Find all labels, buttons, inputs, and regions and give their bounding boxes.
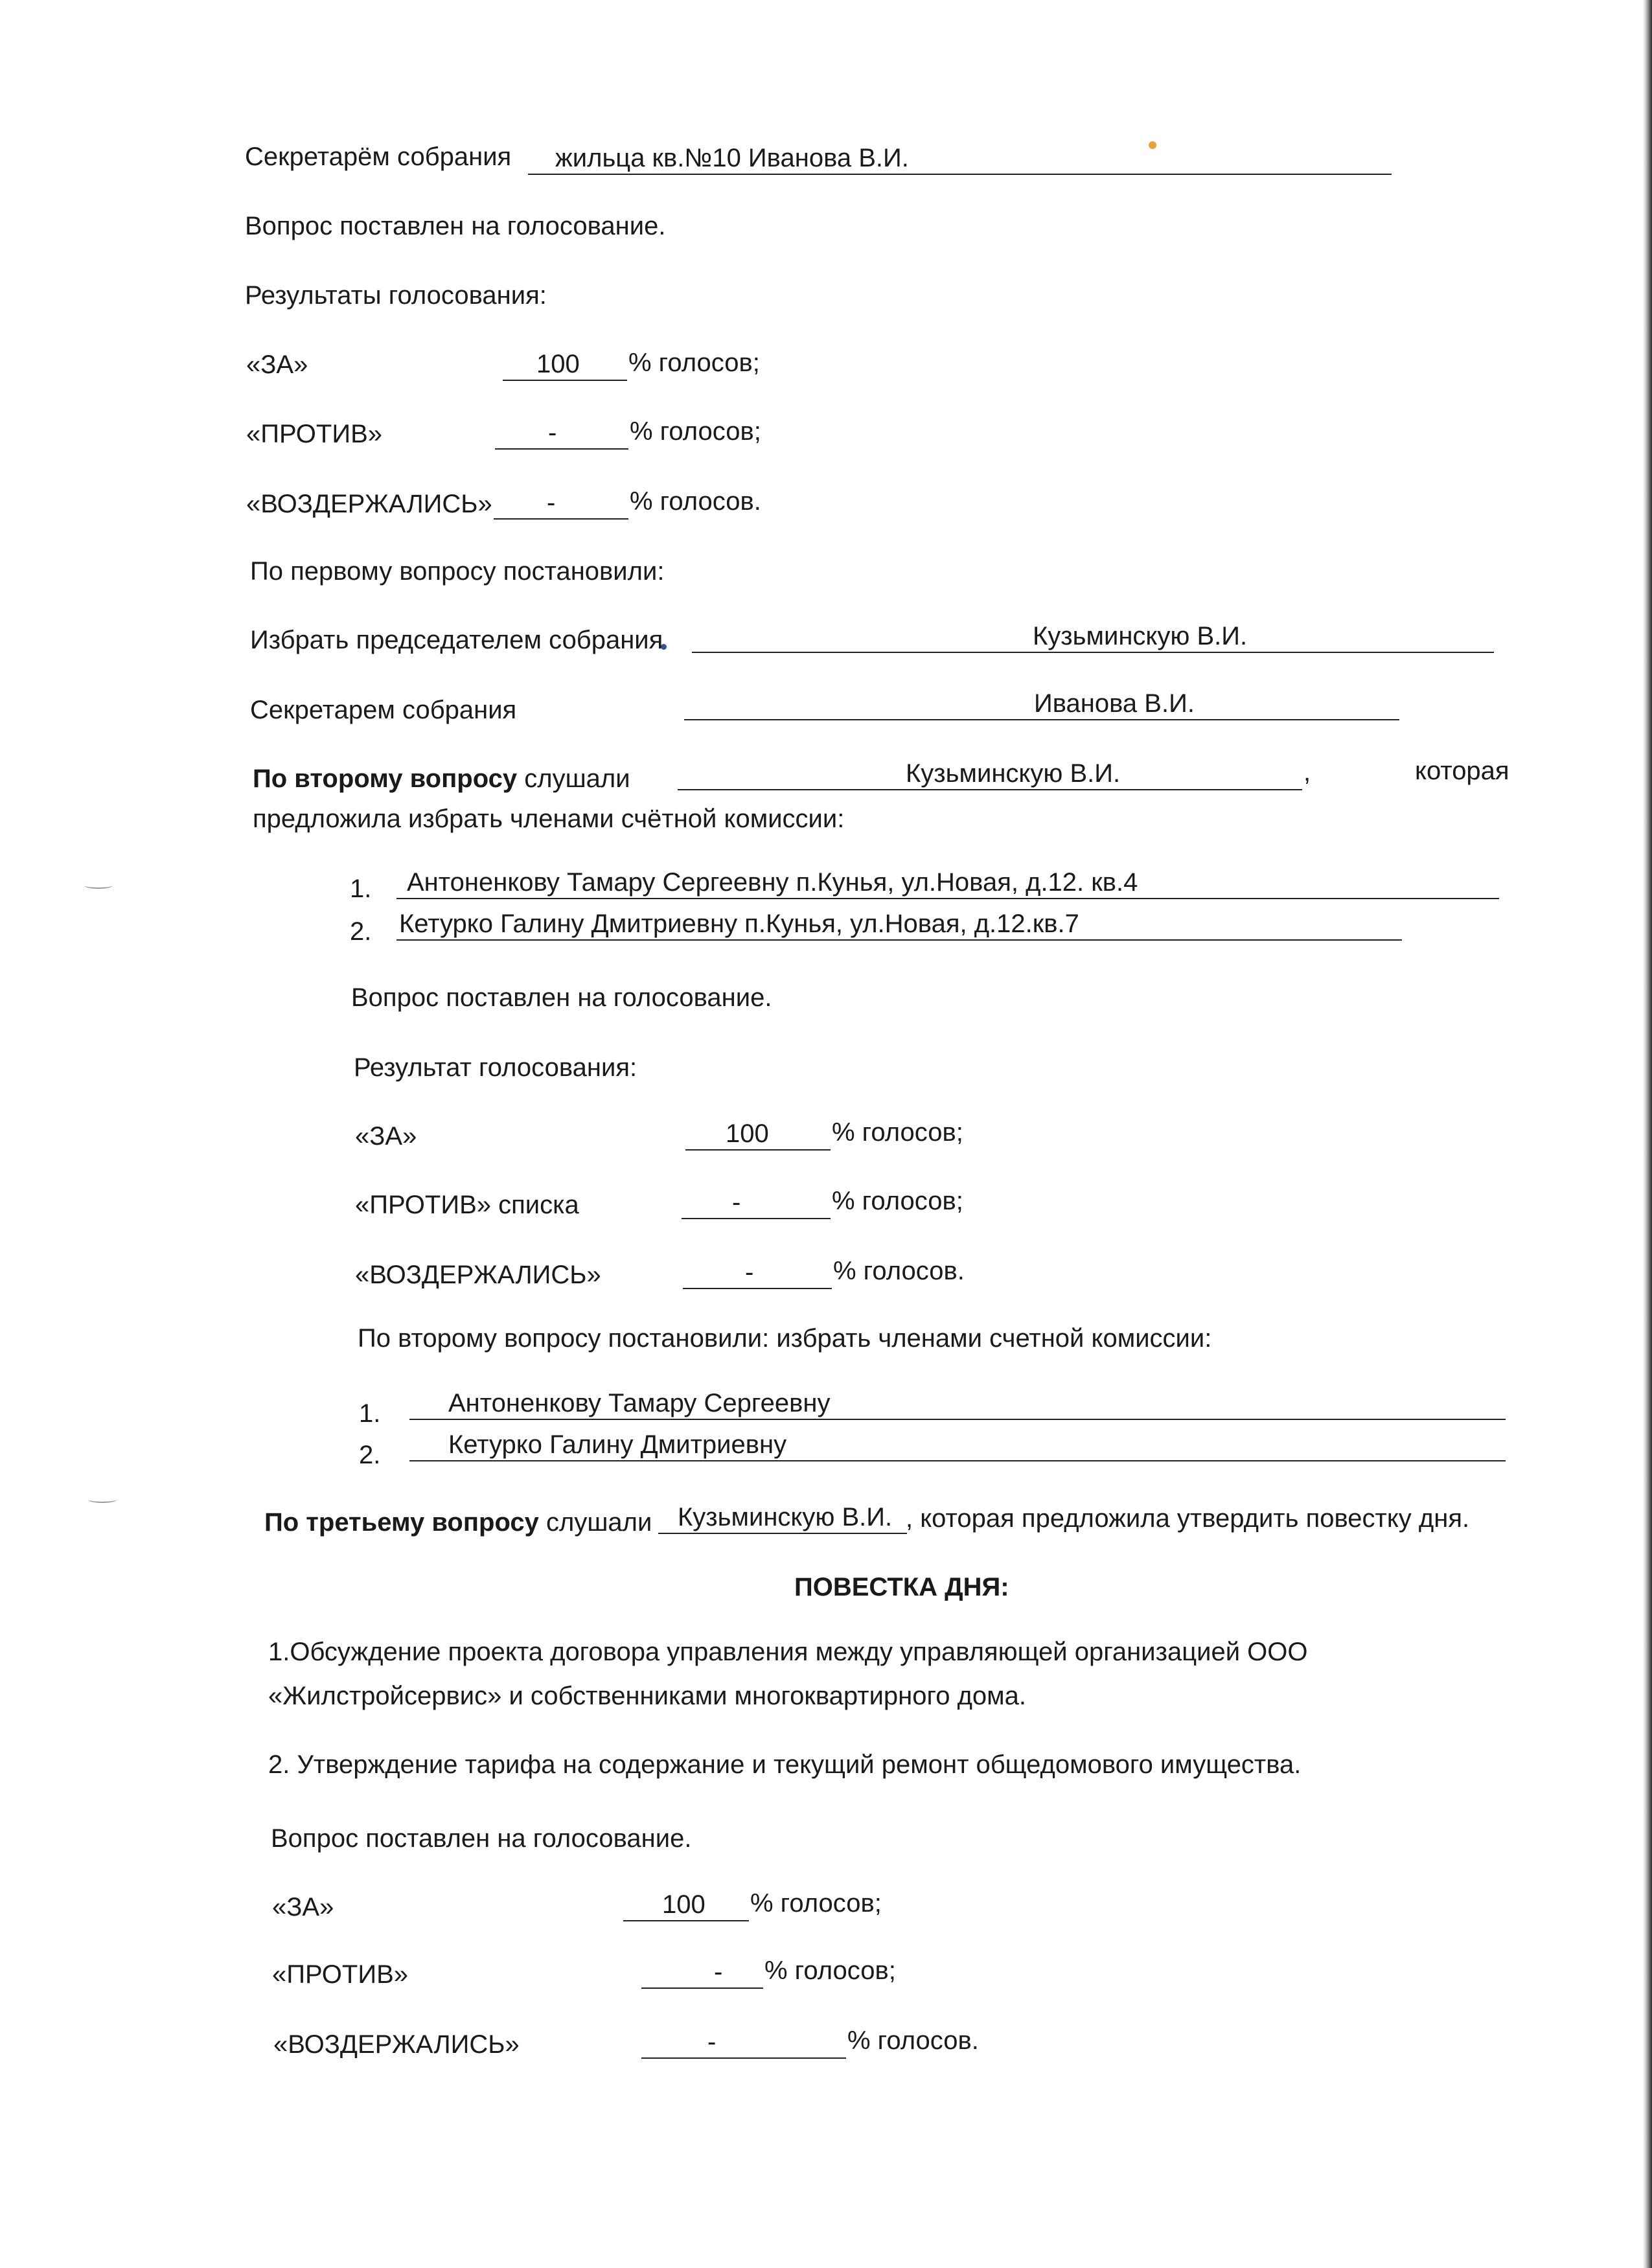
q2-member-num: 2. [359, 1441, 381, 1469]
q1-vozd-value: - [547, 488, 556, 517]
agenda-item-2: 2. Утверждение тарифа на содержание и текущий ремонт общедомового имущества. [268, 1750, 1302, 1779]
q3-protiv-field [641, 1958, 763, 1989]
scan-mark [84, 882, 113, 889]
agenda-item-1-line1: 1.Обсуждение проекта договора управления между управляющей организацией ООО [268, 1638, 1308, 1666]
q2-nominee-field [396, 867, 1499, 899]
q2-member-field [409, 1429, 1506, 1461]
q2-vozd-pct: % голосов. [833, 1257, 965, 1285]
q1-protiv-value: - [548, 418, 557, 447]
q2-nominee-text: Антоненкову Тамару Сергеевну п.Кунья, ул.Новая, д.12. кв.4 [407, 868, 1138, 897]
q1-secretary-label: Секретарем собрания [250, 696, 517, 724]
scan-mark [88, 1496, 117, 1503]
q2-which: которая [1415, 757, 1509, 785]
q2-heard [253, 766, 630, 792]
q1-secretary-value: Иванова В.И. [1034, 689, 1195, 718]
q1-chair-label: Избрать председателем собрания [250, 626, 663, 654]
q1-za-value: 100 [536, 350, 580, 378]
q2-heard-bold: По второму вопросу [253, 764, 518, 793]
q3-za-label: «ЗА» [272, 1893, 334, 1921]
q3-heard-bold: По третьему вопросу [264, 1508, 539, 1537]
q3-vozd-pct: % голосов. [847, 2026, 979, 2055]
q3-protiv-pct: % голосов; [764, 1956, 896, 1985]
q2-member-field [409, 1388, 1506, 1420]
q1-secretary-field [684, 687, 1399, 720]
q1-chair-field [692, 619, 1494, 653]
q3-proposed: , которая предложила утвердить повестку дня. [906, 1504, 1470, 1533]
q3-za-pct: % голосов; [750, 1889, 882, 1918]
q3-speaker-value: Кузьминскую В.И. [678, 1503, 893, 1531]
q3-protiv-value: - [714, 1958, 723, 1986]
q1-protiv-field [495, 418, 628, 450]
q1-put-to-vote: Вопрос поставлен на голосование. [245, 212, 666, 240]
q1-za-label: «ЗА» [246, 350, 308, 379]
q2-nominee-text: Кетурко Галину Дмитриевну п.Кунья, ул.Новая, д.12.кв.7 [399, 910, 1079, 938]
q3-za-value: 100 [662, 1890, 706, 1919]
q3-heard-text: слушали [545, 1508, 652, 1537]
secretary-field [528, 144, 1392, 175]
q2-comma: , [1303, 758, 1311, 786]
q2-protiv-value: - [732, 1188, 741, 1217]
q3-speaker-field [658, 1502, 907, 1534]
q1-vozd-label: «ВОЗДЕРЖАЛИСЬ» [246, 490, 492, 518]
q2-resolved: По второму вопросу постановили: избрать членами счетной комиссии: [358, 1324, 1212, 1353]
q1-results-label: Результаты голосования: [245, 281, 547, 310]
q3-za-field [623, 1890, 749, 1921]
q2-za-value: 100 [726, 1119, 769, 1148]
q2-member-num: 1. [359, 1399, 381, 1428]
agenda-title-text: ПОВЕСТКА ДНЯ: [794, 1573, 1009, 1601]
q2-vozd-field [683, 1258, 832, 1289]
q2-za-pct: % голосов; [832, 1118, 963, 1147]
q2-speaker-value: Кузьминскую В.И. [906, 759, 1121, 788]
q2-nominee-num: 2. [350, 917, 372, 946]
q2-za-label: «ЗА» [355, 1122, 417, 1151]
q2-member-text: Антоненкову Тамару Сергеевну [448, 1389, 831, 1417]
q1-za-field [503, 350, 627, 381]
q3-protiv-label: «ПРОТИВ» [272, 1960, 409, 1989]
agenda-item-1-line2: «Жилстройсервис» и собственниками многоквартирного дома. [268, 1682, 1027, 1710]
q3-vozd-label: «ВОЗДЕРЖАЛИСЬ» [273, 2030, 520, 2059]
q2-za-field [685, 1119, 831, 1151]
q2-result-label: Результат голосования: [354, 1053, 637, 1082]
agenda-title [794, 1574, 1009, 1600]
q2-protiv-pct: % голосов; [832, 1187, 963, 1215]
q2-vozd-value: - [745, 1258, 754, 1287]
q2-protiv-field [682, 1188, 831, 1219]
q3-heard [264, 1509, 652, 1535]
secretary-label: Секретарём собрания [245, 143, 512, 171]
q1-chair-value: Кузьминскую В.И. [1033, 622, 1248, 650]
q1-protiv-pct: % голосов; [630, 417, 761, 446]
q2-put-to-vote: Вопрос поставлен на голосование. [351, 983, 772, 1012]
q3-vozd-field [641, 2028, 846, 2059]
secretary-value: жильца кв.№10 Иванова В.И. [555, 144, 909, 172]
q1-za-pct: % голосов; [628, 349, 760, 377]
q2-member-text: Кетурко Галину Дмитриевну [448, 1430, 787, 1459]
q2-proposed: предложила избрать членами счётной комиссии: [253, 805, 845, 833]
q2-nominee-field [396, 908, 1402, 941]
q1-vozd-field [494, 488, 628, 520]
q3-put-to-vote: Вопрос поставлен на голосование. [271, 1824, 692, 1853]
q1-protiv-label: «ПРОТИВ» [246, 420, 383, 448]
q2-vozd-label: «ВОЗДЕРЖАЛИСЬ» [355, 1261, 601, 1289]
q2-speaker-field [678, 757, 1302, 790]
q2-heard-text: слушали [524, 764, 630, 793]
q2-protiv-label: «ПРОТИВ» списка [355, 1191, 579, 1219]
q2-nominee-num: 1. [350, 875, 372, 903]
q3-vozd-value: - [707, 2028, 717, 2056]
scan-edge-shadow [1643, 0, 1652, 2268]
q1-resolved: По первому вопросу постановили: [250, 557, 665, 586]
q1-vozd-pct: % голосов. [630, 487, 761, 516]
